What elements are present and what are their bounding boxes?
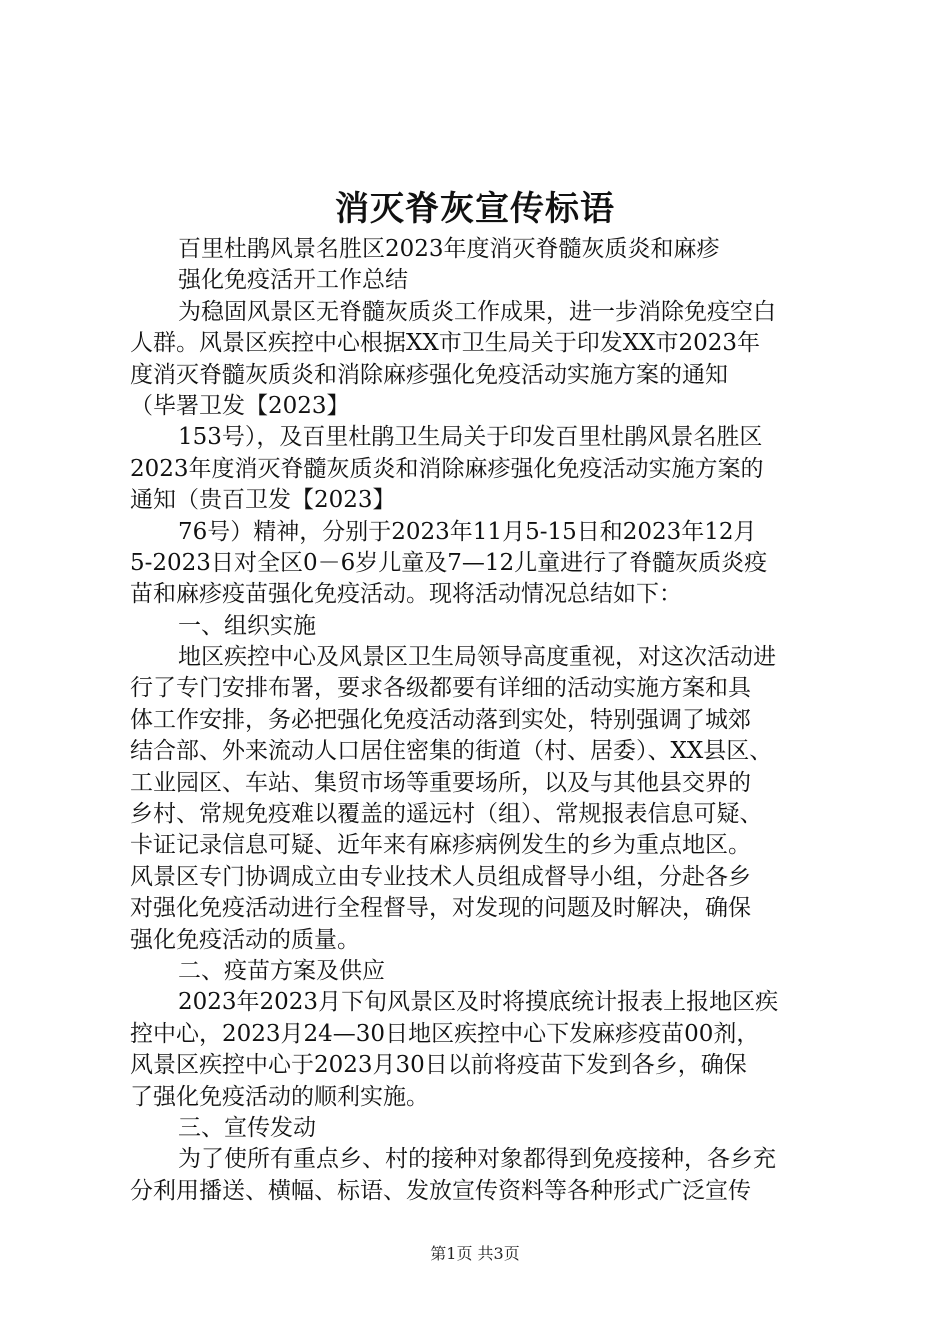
text-line: 2023年2023月下旬风景区及时将摸底统计报表上报地区疾 xyxy=(178,989,779,1016)
text-line: 三、宣传发动 xyxy=(178,1114,316,1141)
text-line: 一、组织实施 xyxy=(178,612,316,639)
text-line: 度消灭脊髓灰质炎和消除麻疹强化免疫活动实施方案的通知 xyxy=(130,361,728,388)
text-line: 对强化免疫活动进行全程督导，对发现的问题及时解决，确保 xyxy=(130,895,751,922)
text-line: 苗和麻疹疫苗强化免疫活动。现将活动情况总结如下： xyxy=(130,581,682,608)
text-line: 76号）精神，分别于2023年11月5-15日和2023年12月 xyxy=(178,518,757,545)
text-line: 为了使所有重点乡、村的接种对象都得到免疫接种，各乡充 xyxy=(178,1146,776,1173)
text-line: 5-2023日对全区0－6岁儿童及7—12儿童进行了脊髓灰质炎疫 xyxy=(130,549,768,576)
document-body xyxy=(130,234,830,1207)
text-line: 二、疫苗方案及供应 xyxy=(178,957,385,984)
text-line: 结合部、外来流动人口居住密集的街道（村、居委）、XX县区、 xyxy=(130,738,773,765)
text-line: 行了专门安排布署，要求各级都要有详细的活动实施方案和具 xyxy=(130,675,751,702)
text-line: 了强化免疫活动的顺利实施。 xyxy=(130,1083,429,1110)
text-line: 体工作安排，务必把强化免疫活动落到实处，特别强调了城郊 xyxy=(130,706,751,733)
text-line: 为稳固风景区无脊髓灰质炎工作成果，进一步消除免疫空白 xyxy=(178,298,776,325)
text-line: 控中心，2023月24—30日地区疾控中心下发麻疹疫苗00剂， xyxy=(130,1020,760,1047)
text-line: 卡证记录信息可疑、近年来有麻疹病例发生的乡为重点地区。 xyxy=(130,832,751,859)
text-line: 2023年度消灭脊髓灰质炎和消除麻疹强化免疫活动实施方案的 xyxy=(130,455,764,482)
text-line: 风景区疾控中心于2023月30日以前将疫苗下发到各乡，确保 xyxy=(130,1052,747,1079)
text-line: 通知（贵百卫发【2023】 xyxy=(130,487,396,514)
text-line: 153号），及百里杜鹃卫生局关于印发百里杜鹃风景名胜区 xyxy=(178,424,763,451)
document-title: 消灭脊灰宣传标语 xyxy=(335,189,615,229)
text-line: 乡村、常规免疫难以覆盖的遥远村（组）、常规报表信息可疑、 xyxy=(130,801,763,828)
text-line: （毕署卫发【2023】 xyxy=(130,392,350,419)
text-line: 强化免疫活开工作总结 xyxy=(178,267,408,294)
text-line: 强化免疫活动的质量。 xyxy=(130,926,360,953)
text-line: 地区疾控中心及风景区卫生局领导高度重视，对这次活动进 xyxy=(178,644,776,671)
text-line: 人群。风景区疾控中心根据XX市卫生局关于印发XX市2023年 xyxy=(130,330,761,357)
text-line: 百里杜鹃风景名胜区2023年度消灭脊髓灰质炎和麻疹 xyxy=(178,236,720,262)
text-line: 工业园区、车站、集贸市场等重要场所，以及与其他县交界的 xyxy=(130,769,751,796)
text-line: 风景区专门协调成立由专业技术人员组成督导小组，分赴各乡 xyxy=(130,863,751,890)
text-line: 分利用播送、横幅、标语、发放宣传资料等各种形式广泛宣传 xyxy=(130,1177,751,1204)
page-footer: 第1页 共3页 xyxy=(430,1244,520,1263)
